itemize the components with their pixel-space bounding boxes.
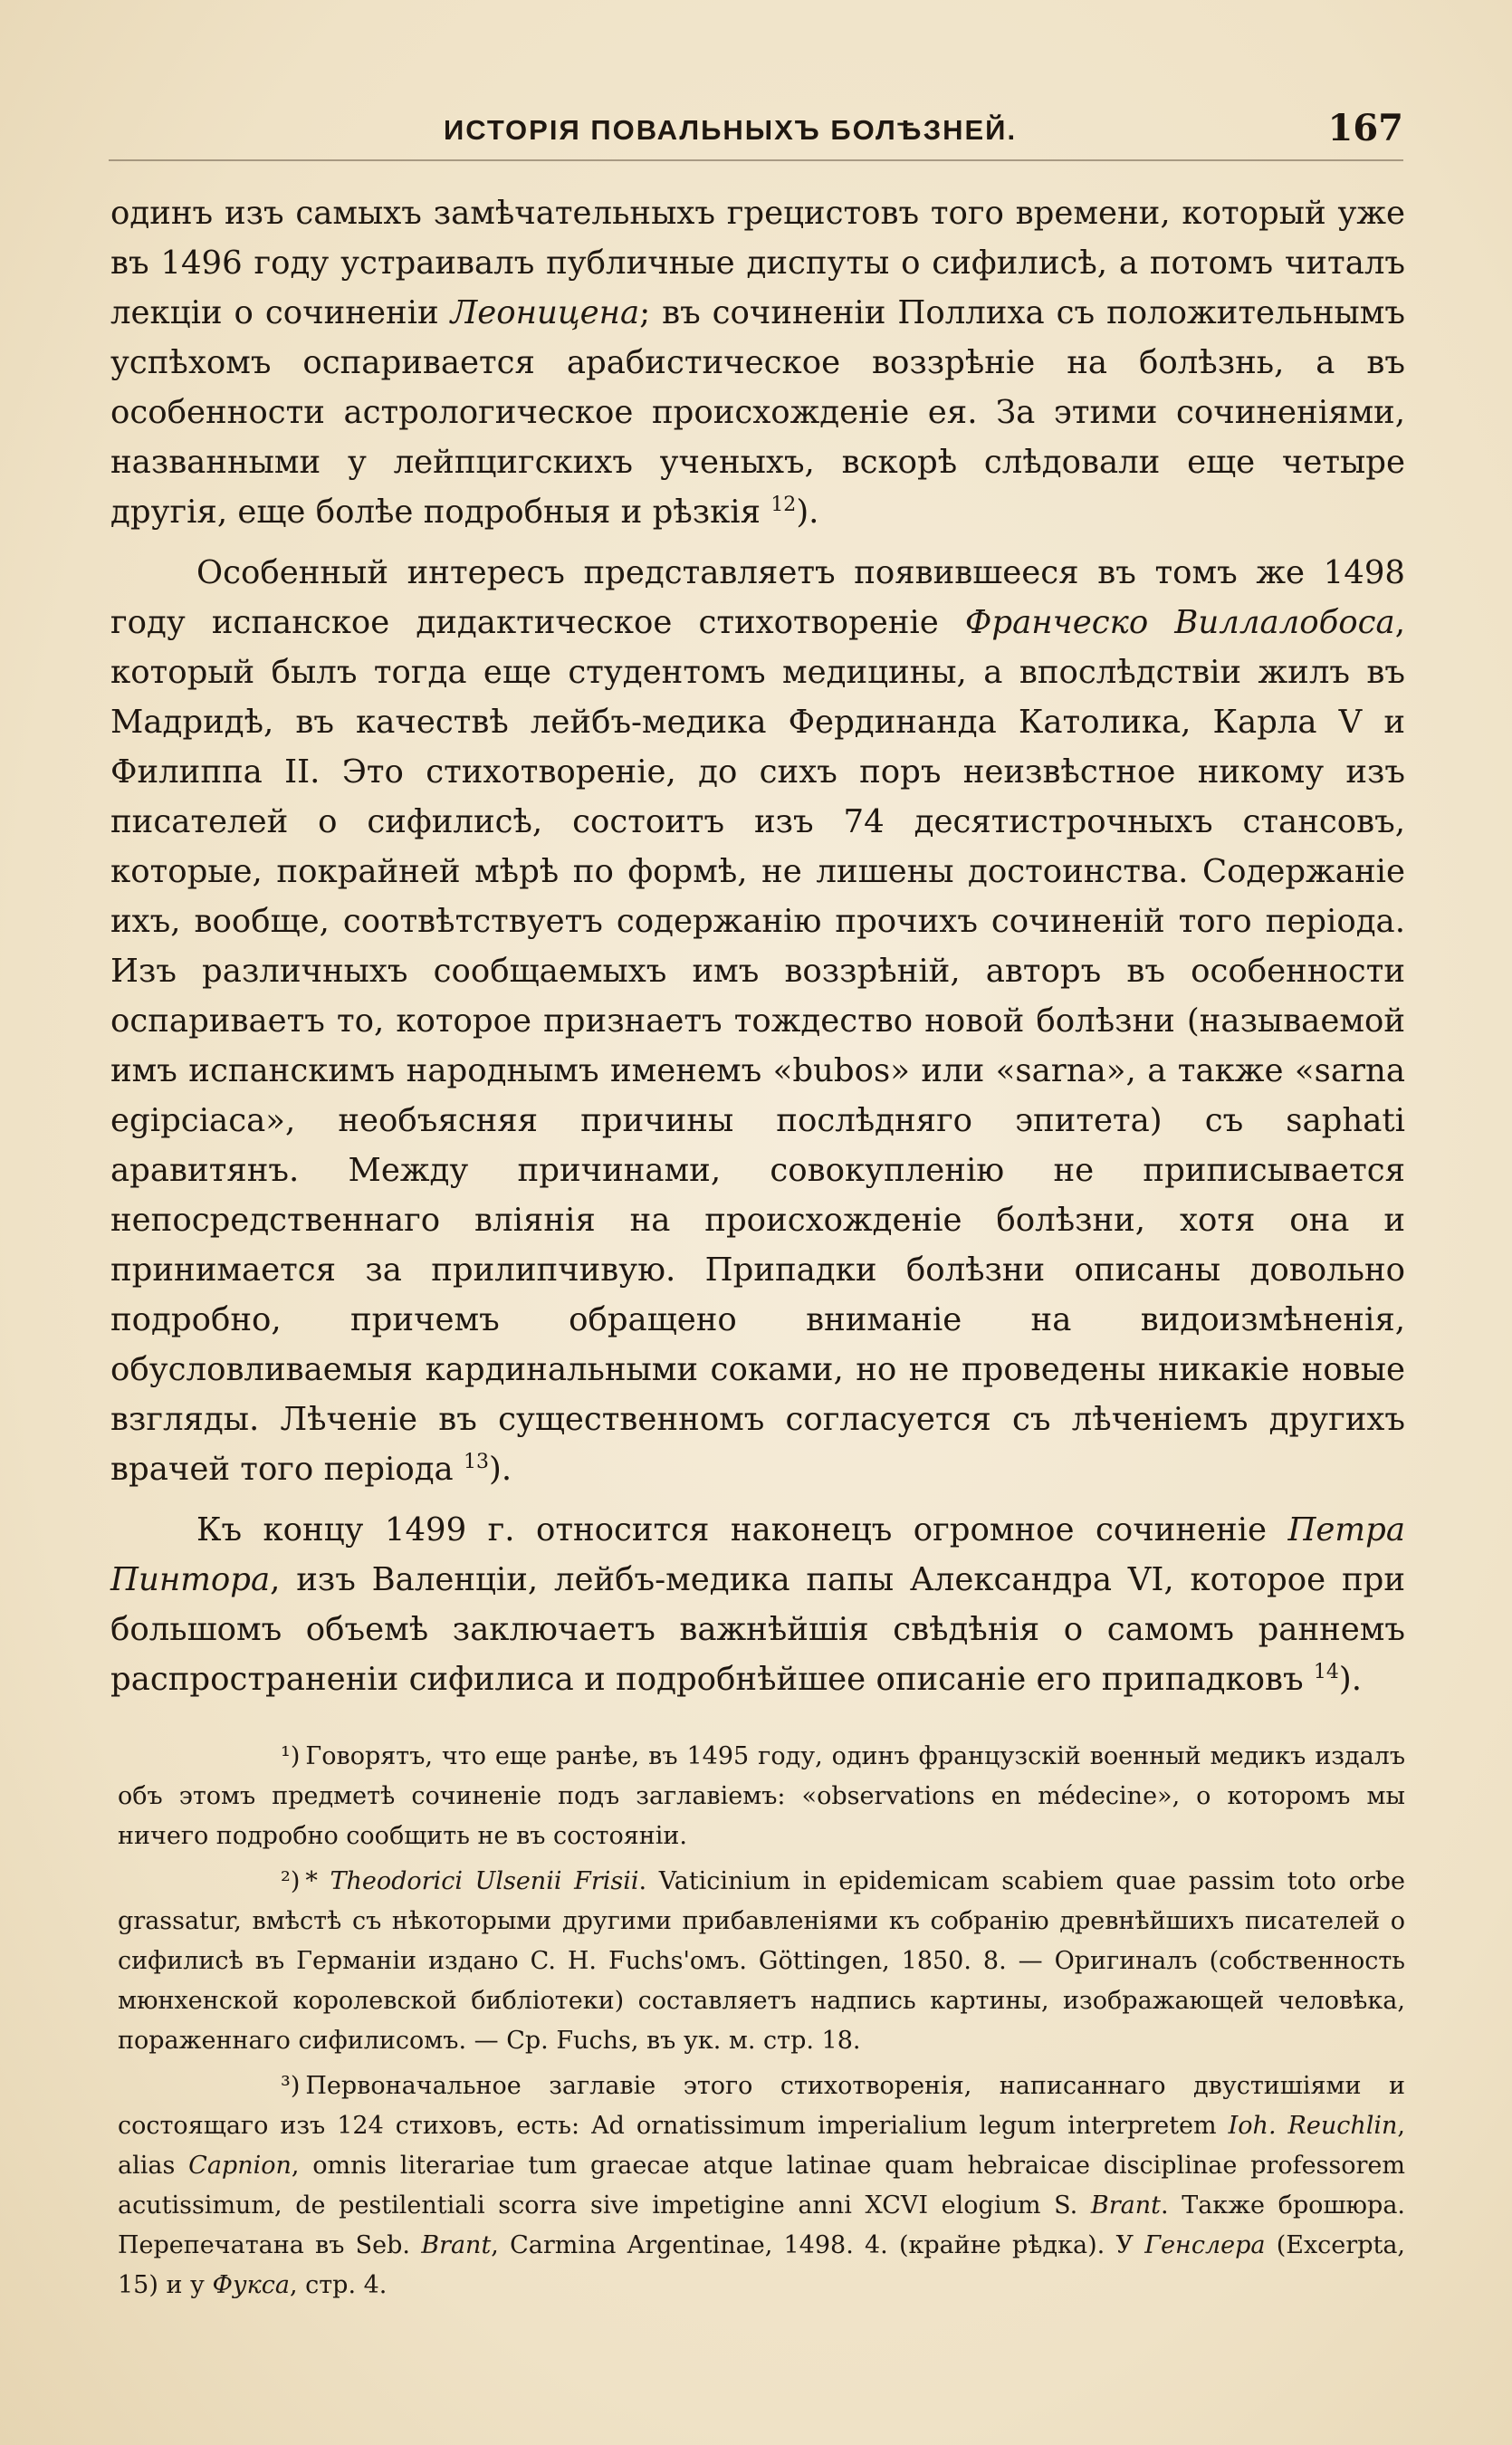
footnote-reference: 13 [464,1451,489,1474]
text-run: ). [489,1451,512,1488]
footnote [118,1862,1405,2061]
italic-text: Brant [1090,2191,1161,2220]
text-run: , omnis literariae tum graecae atque latinae quam hebraicae disciplinae professorem acutissimum, de pestilentiali scorra sive impetigine anni XCVI elogium S. [118,2152,1405,2220]
running-title: ИСТОРІЯ ПОВАЛЬНЫХЪ БОЛѢЗНЕЙ. [444,114,1018,146]
text-run: (Excerpta, 15) и у [118,2231,1406,2299]
footnote [118,2066,1405,2306]
text-run: . Также брошюра. Перепечатана въ Seb. [118,2191,1405,2259]
main-text [110,188,1405,1704]
italic-text: Фукса [212,2271,290,2299]
text-run: , Carmina Argentinae, 1498. 4. (крайне рѣдка). У [491,2231,1145,2259]
text-run: одинъ изъ самыхъ замѣчательныхъ грецистовъ того времени, который уже въ 1496 году устраивалъ публичные диспуты о сифилисѣ, а потомъ читалъ лекціи о сочиненіи [110,195,1405,331]
italic-text: Леоницена [450,294,640,331]
text-run: , который былъ тогда еще студентомъ медицины, а впослѣдствіи жилъ въ Мадридѣ, въ качествѣ лейбъ-медика Фердинанда Католика, Карла V и Филиппа II. Это стихотвореніе, до сихъ поръ неизвѣстное никому изъ писателей о сифилисѣ, состоитъ изъ 74 десятистрочныхъ стансовъ, которые, покрайней мѣрѣ по формѣ, не лишены достоинства. Содержаніе ихъ, вообще, соотвѣтствуетъ содержанію прочихъ сочиненій того періода. Изъ различныхъ сообщаемыхъ имъ воззрѣній, авторъ въ особенности оспариваетъ то, которое признаетъ тождество новой болѣзни (называемой имъ испанскимъ народнымъ именемъ «bubos» или «sarna», а также «sarna egipciaca», необъясняя причины послѣдняго эпитета) съ saphati аравитянъ. Между причинами, совокупленію не приписывается непосредственнаго вліянія на происхожденіе болѣзни, хотя она и принимается за прилипчивую. Припадки болѣзни описаны довольно подробно, причемъ обращено вниманіе на видоизмѣненія, обусловливаемыя кардинальными соками, но не проведены никакіе новые взгляды. Лѣченіе въ существенномъ согласуется съ лѣченіемъ другихъ врачей того періода [110,604,1405,1488]
text-run: ). [796,494,819,531]
footnote-reference: 14 [1313,1661,1339,1684]
text-run: , изъ Валенціи, лейбъ-медика папы Александра VI, которое при большомъ объемѣ заключаетъ важнѣйшія свѣдѣнія о самомъ раннемъ распространеніи сифилиса и подробнѣйшее описаніе его припадковъ [110,1561,1405,1698]
footnotes [118,1737,1405,2311]
header-divider [109,159,1403,161]
text-run: . Vaticinium in epidemicam scabiem quae passim toto orbe grassatur, вмѣстѣ съ нѣкоторыми другими прибавленіями къ собранію древнѣйшихъ писателей о сифилисѣ въ Германіи издано C. H. Fuchs'омъ. Göttingen, 1850. 8. — Оригиналъ (собственность мюнхенской королевской библіотеки) составляетъ надпись картины, изображающей человѣка, пораженнаго сифилисомъ. — Ср. Fuchs, въ ук. м. стр. 18. [118,1867,1405,2055]
italic-text: Франческо Виллалобоса [964,604,1395,641]
paragraph [110,188,1405,537]
page-header [109,107,1403,161]
text-run: Первоначальное заглавіе этого стихотворенія, написаннаго двустишіями и состоящаго изъ 124 стиховъ, есть: Ad ornatissimum imperialium legum interpretem [118,2072,1405,2140]
text-run: Особенный интересъ представляетъ появившееся въ томъ же 1498 году испанское дидактическое стихотвореніе [110,554,1405,641]
footnote-mark: ³) [281,2072,301,2100]
text-run: ). [1338,1661,1363,1698]
text-run: ; въ сочиненіи Поллиха съ положительнымъ успѣхомъ оспаривается арабистическое воззрѣніе на болѣзнь, а въ особенности астрологическое происхожденіе ея. За этими сочиненіями, названными у лейпцигскихъ ученыхъ, вскорѣ слѣдовали еще четыре другія, еще болѣе подробныя и рѣзкія [110,294,1405,531]
italic-text: Петра Пинтора [110,1511,1405,1598]
footnote [118,1737,1405,1856]
italic-text: * Theodorici Ulsenii Frisii [305,1867,639,1895]
text-run: , alias [118,2112,1405,2180]
text-run: Къ концу 1499 г. относится наконецъ огромное сочиненіе [196,1511,1288,1548]
paragraph [110,1505,1405,1704]
text-run: Говорятъ, что еще ранѣе, въ 1495 году, одинъ французскій военный медикъ издалъ объ этомъ предметѣ сочиненіе подъ заглавіемъ: «observations en médecine», о которомъ мы ничего подробно сообщить не въ состояніи. [118,1742,1405,1850]
italic-text: Brant [421,2231,492,2259]
italic-text: Генслера [1144,2231,1266,2259]
italic-text: Ioh. Reuchlin [1228,2112,1398,2140]
paragraph [110,548,1405,1494]
page-number: 167 [1327,107,1403,149]
italic-text: Capnion [188,2152,292,2180]
footnote-mark: ²) [281,1867,301,1895]
footnote-mark: ¹) [281,1742,301,1770]
text-run: , стр. 4. [289,2271,388,2299]
footnote-reference: 12 [770,494,797,517]
